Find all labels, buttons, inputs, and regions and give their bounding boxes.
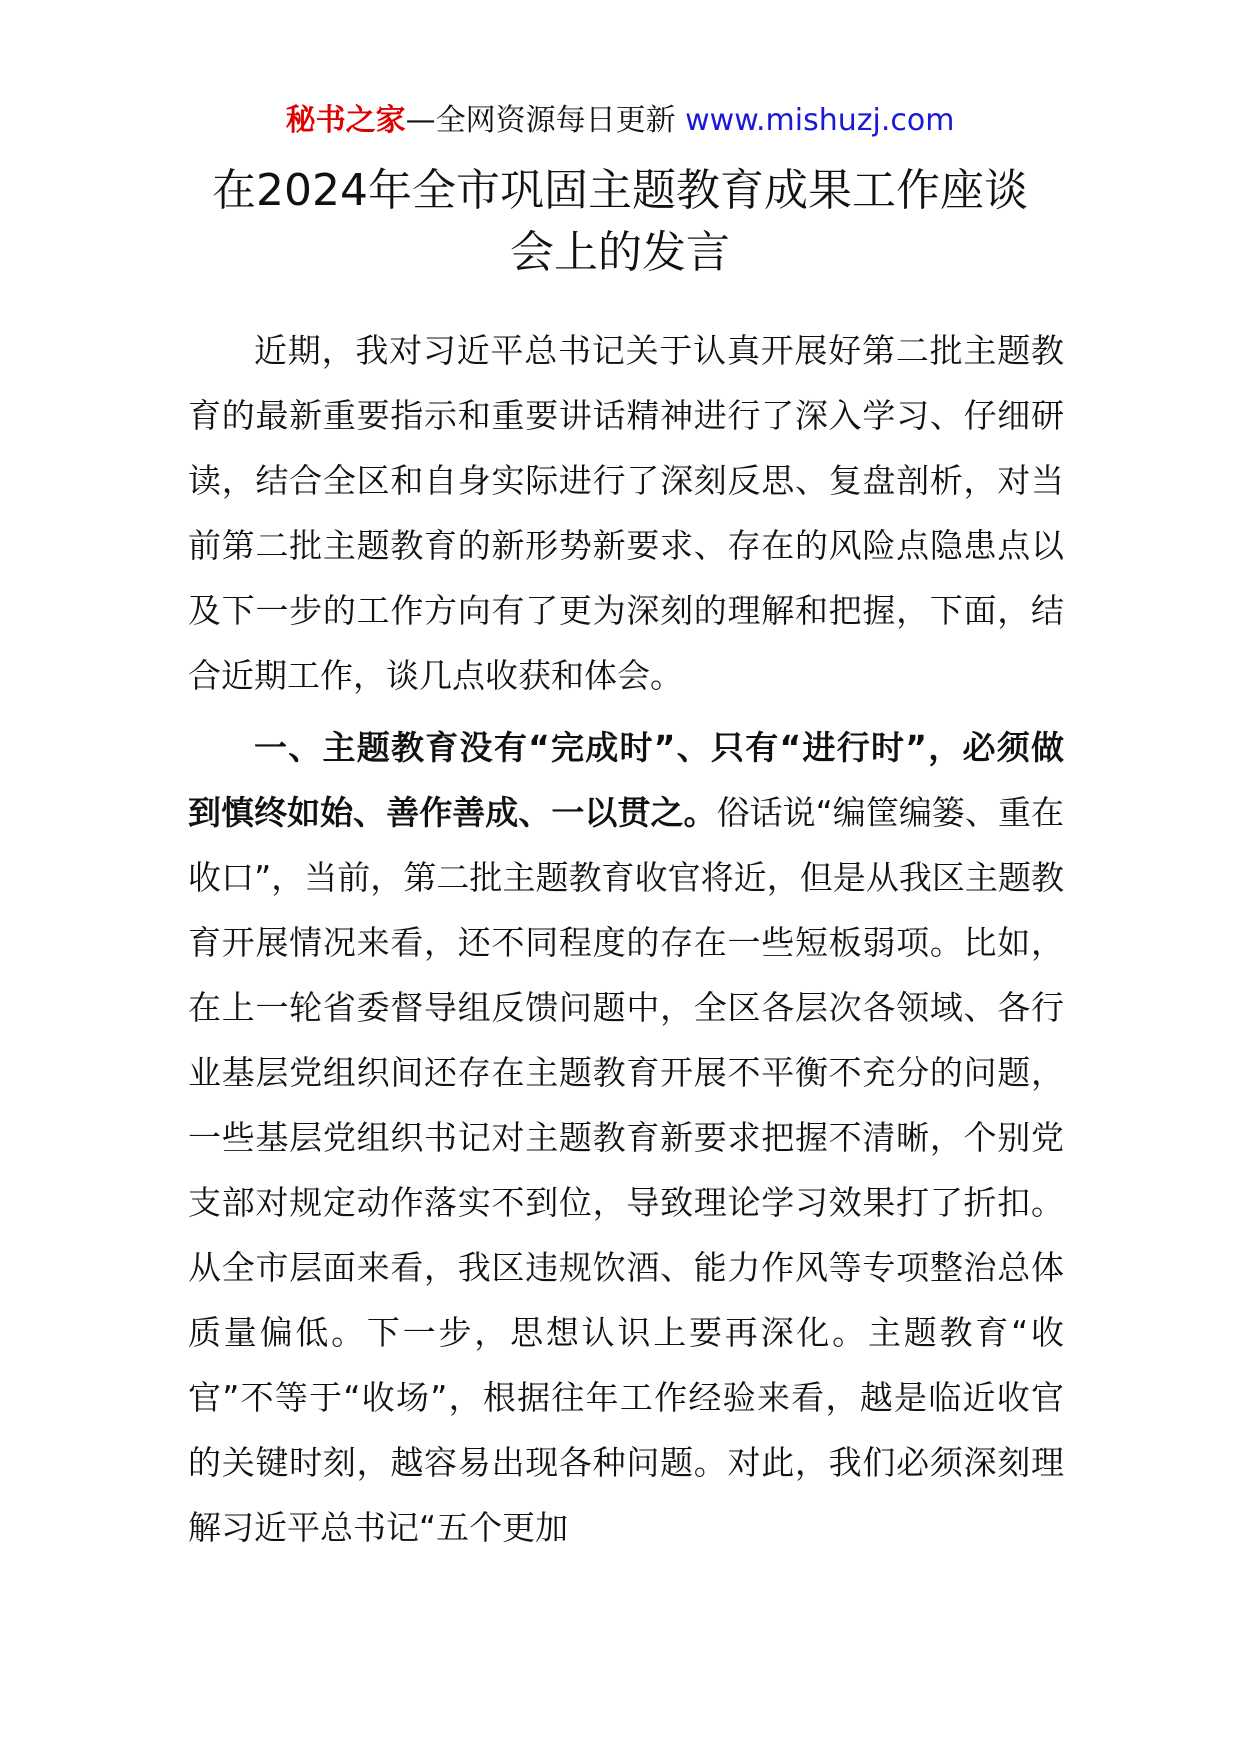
- site-name: 秘书之家: [285, 103, 406, 138]
- document-title-line-2: 会上的发言: [510, 227, 730, 278]
- section-one-heading: 一、主题教育没有“完成时”、只有“进行时”，必须做到慎终如始、善作善成、一以贯之。: [188, 728, 1064, 832]
- document-title: [120, 160, 1120, 284]
- section-one-text: 俗话说“编筐编篓、重在收口”，当前，第二批主题教育收官将近，但是从我区主题教育开展情况来看，还不同程度的存在一些短板弱项。比如，在上一轮省委督导组反馈问题中，全区各层次各领域、各行业基层党组织间还存在主题教育开展不平衡不充分的问题，一些基层党组织书记对主题教育新要求把握不清晰，个别党支部对规定动作落实不到位，导致理论学习效果打了折扣。从全市层面来看，我区违规饮酒、能力作风等专项整治总体质量偏低。下一步，思想认识上要再深化。主题教育“收官”不等于“收场”，根据往年工作经验来看，越是临近收官的关键时刻，越容易出现各种问题。对此，我们必须深刻理解习近平总书记“五个更加: [188, 793, 1065, 1547]
- site-tagline: —全网资源每日更新: [405, 103, 686, 138]
- paragraph-intro: 近期，我对习近平总书记关于认真开展好第二批主题教育的最新重要指示和重要讲话精神进行了深入学习、仔细研读，结合全区和自身实际进行了深刻反思、复盘剖析，对当前第二批主题教育的新形势新要求、存在的风险点隐患点以及下一步的工作方向有了更为深刻的理解和把握，下面，结合近期工作，谈几点收获和体会。: [188, 331, 1064, 695]
- paragraph-section-one: [188, 715, 1064, 1560]
- document-title-line-1: 在2024年全市巩固主题教育成果工作座谈: [212, 165, 1028, 216]
- site-header: [0, 100, 1240, 142]
- document-body: [188, 318, 1064, 1560]
- site-url-link[interactable]: www.mishuzj.com: [685, 103, 955, 138]
